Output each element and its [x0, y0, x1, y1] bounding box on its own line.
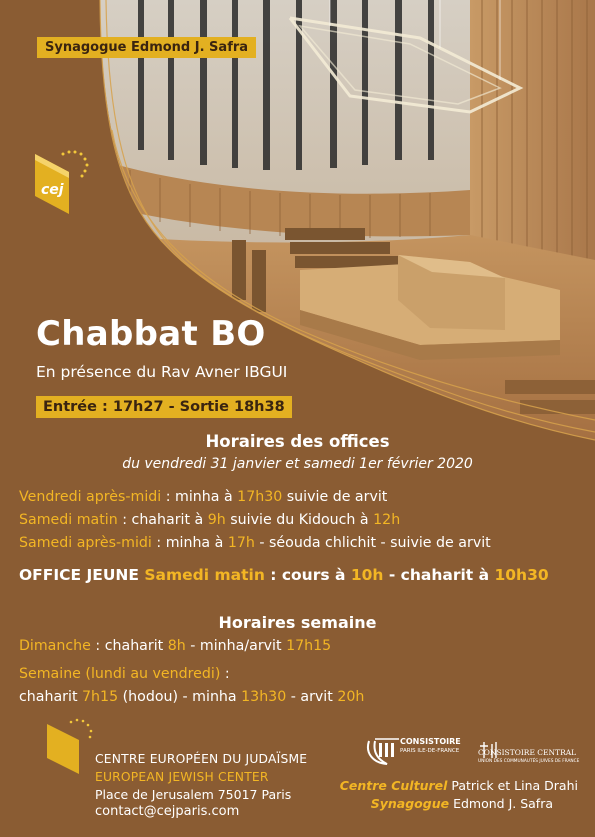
event-subtitle: En présence du Rav Avner IBGUI [36, 363, 288, 381]
cej-english-name: EUROPEAN JEWISH CENTER [95, 770, 269, 784]
text-segment: : cours à [264, 566, 351, 584]
text-segment: Samedi matin [144, 566, 265, 584]
text-segment: : chaharit à [117, 512, 208, 528]
text-segment: Vendredi après-midi [19, 489, 162, 505]
text-segment: 13h30 [241, 689, 287, 705]
text-segment: : [220, 666, 230, 682]
text-segment: 17h30 [237, 489, 283, 505]
consistoire-central-label: CONSISTOIRE CENTRAL [478, 748, 577, 757]
week-line-weekdays-label [19, 666, 230, 682]
text-segment: : chaharit [90, 638, 168, 654]
entry-exit-badge: Entrée : 17h27 - Sortie 18h38 [36, 396, 292, 418]
text-segment: (hodou) - minha [118, 689, 242, 705]
text-segment: suivie du Kidouch à [225, 512, 374, 528]
cej-address: Place de Jerusalem 75017 Paris [95, 787, 292, 802]
cej-name: CENTRE EUROPÉEN DU JUDAÏSME [95, 752, 308, 766]
consistoire-paris-label: CONSISTOIRE [400, 737, 461, 746]
text-segment: 9h [207, 512, 226, 528]
schedule-line-friday [19, 489, 387, 505]
text-segment: 17h [227, 535, 255, 551]
text-segment: OFFICE JEUNE [19, 566, 145, 584]
consistoire-central-sub: UNION DES COMMUNAUTÉS JUIVES DE FRANCE [478, 759, 580, 764]
week-heading: Horaires semaine [218, 613, 377, 632]
youth-office-line [19, 566, 549, 584]
cej-logo-text: cej [41, 182, 64, 198]
text-segment: Samedi après-midi [19, 535, 152, 551]
text-segment: 20h [337, 689, 365, 705]
synagogue-name: Edmond J. Safra [449, 796, 553, 811]
text-segment: suivie de arvit [282, 489, 388, 505]
offices-dates: du vendredi 31 janvier et samedi 1er février 2020 [122, 456, 473, 472]
cej-footer-logo-icon [45, 716, 95, 776]
text-segment: - minha/arvit [185, 638, 287, 654]
cej-email[interactable]: contact@cejparis.com [95, 804, 240, 819]
text-segment: 10h [350, 566, 384, 584]
text-segment: chaharit [19, 689, 83, 705]
schedule-line-saturday-morning [19, 512, 400, 528]
text-segment: - séouda chlichit - suivie de arvit [254, 535, 491, 551]
text-segment: : minha à [151, 535, 228, 551]
text-segment: - chaharit à [383, 566, 495, 584]
cej-logo-icon [33, 148, 93, 220]
week-line-weekdays [19, 689, 364, 705]
offices-heading: Horaires des offices [205, 432, 390, 451]
text-segment: 7h15 [82, 689, 119, 705]
venue-label: Synagogue Edmond J. Safra [37, 37, 256, 58]
text-segment: 17h15 [286, 638, 332, 654]
centre-culturel-line [340, 778, 578, 793]
text-segment: Samedi matin [19, 512, 118, 528]
centre-culturel-prefix: Centre Culturel [339, 778, 448, 793]
text-segment: 10h30 [494, 566, 549, 584]
text-segment: Dimanche [19, 638, 91, 654]
text-segment: 8h [167, 638, 186, 654]
synagogue-prefix: Synagogue [370, 796, 450, 811]
centre-culturel-name: Patrick et Lina Drahi [447, 778, 578, 793]
schedule-line-saturday-afternoon [19, 535, 491, 551]
text-segment: Semaine (lundi au vendredi) [19, 666, 221, 682]
text-segment: - arvit [286, 689, 338, 705]
consistoire-paris-sub: PARIS ILE-DE-FRANCE [400, 748, 460, 754]
text-segment: : minha à [161, 489, 238, 505]
text-segment: 12h [373, 512, 401, 528]
week-line-sunday [19, 638, 331, 654]
page-title: Chabbat BO [36, 314, 266, 354]
synagogue-line [371, 796, 553, 811]
